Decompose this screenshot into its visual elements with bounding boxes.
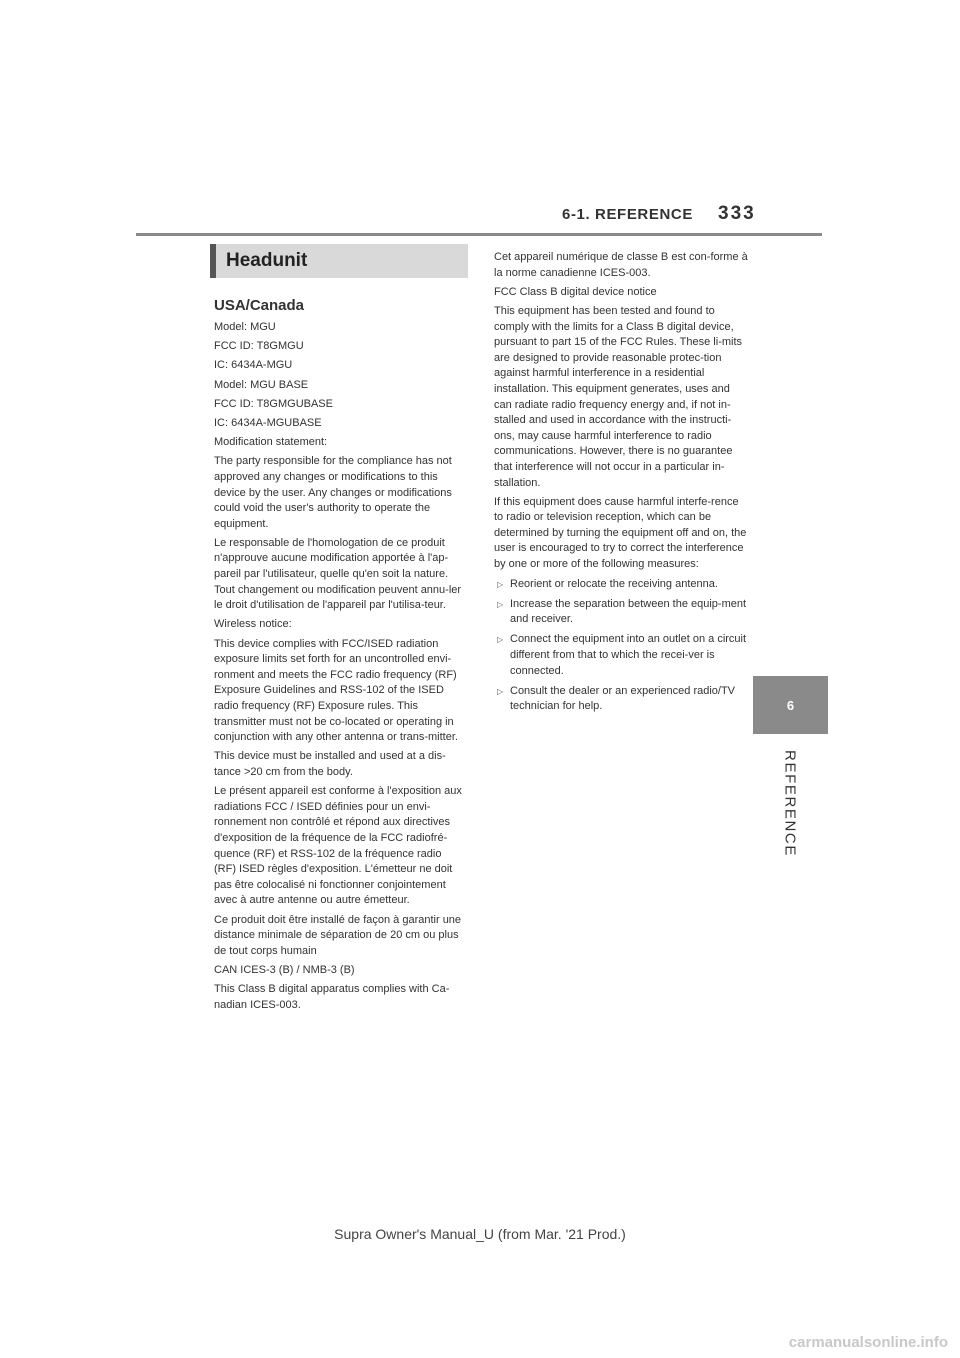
paragraph: Wireless notice: bbox=[214, 618, 292, 631]
paragraph: The party responsible for the compliance has not approved any changes or modifications to this device by the user. Any changes or modifications could void the user's authority to operate the equipment. bbox=[214, 455, 452, 530]
section-title: Headunit bbox=[226, 250, 308, 271]
list-item bbox=[494, 632, 748, 679]
triangle-right-outline-icon: ▷ bbox=[497, 686, 504, 696]
paragraph: Modification statement: bbox=[214, 436, 328, 449]
subheading: USA/Canada bbox=[214, 297, 305, 314]
left-column bbox=[214, 296, 466, 1017]
paragraph: IC: 6434A-MGU bbox=[214, 359, 293, 372]
list-item-text: Reorient or relocate the receiving antenna. bbox=[510, 577, 718, 590]
list-item bbox=[494, 577, 748, 593]
paragraph: FCC ID: T8GMGU bbox=[214, 340, 304, 353]
triangle-right-outline-icon: ▷ bbox=[497, 599, 504, 609]
paragraph: Cet appareil numérique de classe B est con-forme à la norme canadienne ICES-003. bbox=[494, 251, 748, 279]
header-divider bbox=[136, 233, 822, 236]
paragraph: Model: MGU BASE bbox=[214, 378, 309, 391]
list-item-text: Connect the equipment into an outlet on a circuit different from that to which the recei-ver is connected. bbox=[510, 633, 747, 677]
triangle-right-outline-icon: ▷ bbox=[497, 579, 504, 589]
bullet-list bbox=[494, 577, 748, 715]
paragraph: Le responsable de l'homologation de ce produit n'approuve aucune modification apportée à l'ap-pareil par l'utilisateur, quelle qu'en soit la nature. Tout changement ou modification peuvent annu-ler le droit d'utilisation de l'appareil par l'utilisa-teur. bbox=[214, 536, 462, 612]
list-item-text: Consult the dealer or an experienced radio/TV technician for help. bbox=[510, 684, 736, 713]
section-title-bar bbox=[210, 244, 468, 278]
page-footer: Supra Owner's Manual_U (from Mar. '21 Prod.) bbox=[334, 1226, 626, 1242]
chapter-number: 6 bbox=[786, 697, 795, 713]
paragraph: FCC ID: T8GMGUBASE bbox=[214, 397, 333, 410]
paragraph: This equipment has been tested and found to comply with the limits for a Class B digital device, pursuant to part 15 of the FCC Rules. These li-mits are designed to provide reasonable protec-tion against harmful interference in a residential installation. This equipment generates, uses and can radiate radio frequency energy and, if not in-stalled and used in accordance with the instructi-ons, may cause harmful interference to radio communications. However, there is no guarantee that interference will not occur in a particular in-stallation. bbox=[494, 304, 743, 489]
watermark: carmanualsonline.info bbox=[788, 1334, 948, 1351]
section-header: 6-1. REFERENCE bbox=[562, 206, 693, 223]
paragraph: This device must be installed and used at a dis-tance >20 cm from the body. bbox=[214, 750, 446, 778]
right-column bbox=[494, 250, 748, 719]
chapter-tab bbox=[753, 676, 828, 734]
list-item bbox=[494, 597, 748, 628]
paragraph: This Class B digital apparatus complies with Ca-nadian ICES-003. bbox=[214, 983, 450, 1011]
paragraph: Le présent appareil est conforme à l'exposition aux radiations FCC / ISED définies pour un envi-ronnement non contrôlé et répond aux directives d'exposition de la fréquence de la FCC radiofré-quence (RF) et RSS-102 de la fréquence radio (RF) ISED règles d'exposition. L'émetteur ne doit pas être colocalisé ni fonctionner conjointement avec à autre antenne ou autre émetteur. bbox=[214, 785, 462, 907]
paragraph: CAN ICES-3 (B) / NMB-3 (B) bbox=[214, 963, 355, 976]
paragraph: Ce produit doit être installé de façon à garantir une distance minimale de séparation de 20 cm ou plus de tout corps humain bbox=[214, 913, 462, 957]
paragraph: Model: MGU bbox=[214, 321, 276, 333]
paragraph: FCC Class B digital device notice bbox=[494, 285, 657, 298]
triangle-right-outline-icon: ▷ bbox=[497, 635, 504, 645]
paragraph: If this equipment does cause harmful interfe-rence to radio or television reception, which can be determined by turning the equipment off and on, the user is encouraged to try to correct the interference by one or more of the following measures: bbox=[494, 495, 747, 571]
list-item bbox=[494, 684, 748, 715]
paragraph: This device complies with FCC/ISED radiation exposure limits set forth for an uncontrolled envi-ronment and meets the FCC radio frequency (RF) Exposure Guidelines and RSS-102 of the ISED radio frequency (RF) Exposure rules. This transmitter must not be co-located or operating in conjunction with any other antenna or trans-mitter. bbox=[214, 637, 458, 744]
chapter-label: REFERENCE bbox=[781, 750, 799, 857]
page-number: 333 bbox=[718, 203, 756, 224]
paragraph: IC: 6434A-MGUBASE bbox=[214, 416, 322, 429]
list-item-text: Increase the separation between the equip-ment and receiver. bbox=[510, 597, 747, 626]
